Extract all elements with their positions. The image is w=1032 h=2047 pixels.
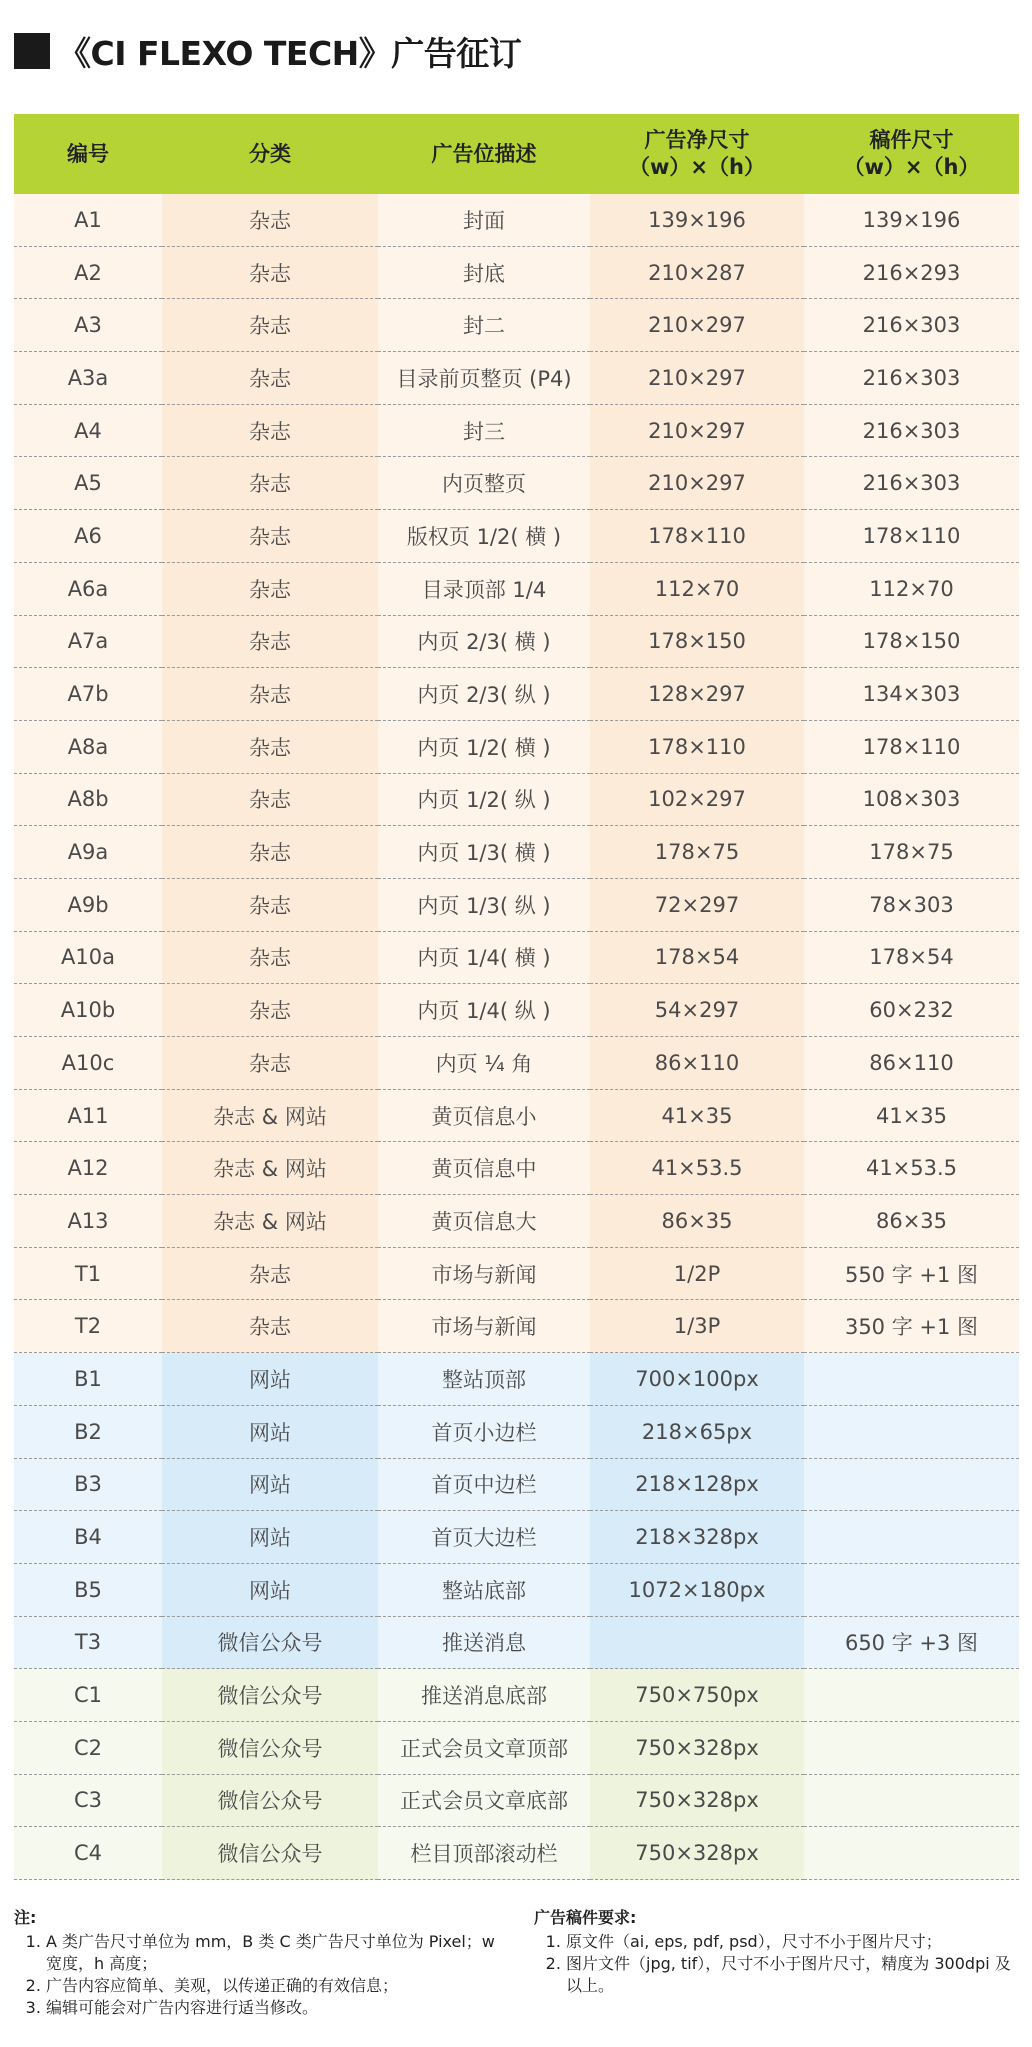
cell-file-size [804, 1458, 1019, 1511]
table-row [14, 457, 1019, 510]
cell-file-size: 41×35 [804, 1089, 1019, 1142]
cell-category: 杂志 [162, 299, 378, 352]
page-title [14, 28, 521, 74]
requirement-item: 2. 图片文件（jpg, tif），尺寸不小于图片尺寸，精度为 300dpi 及以上。 [566, 1953, 1024, 1997]
cell-description: 内页 1/3( 纵 ) [378, 878, 590, 931]
note-item: 1. A 类广告尺寸单位为 mm，B 类 C 类广告尺寸单位为 Pixel；w 宽度，h 高度； [46, 1931, 514, 1975]
cell-net-size: 210×297 [590, 457, 804, 510]
table-row [14, 1300, 1019, 1353]
cell-net-size: 178×110 [590, 510, 804, 563]
cell-category: 网站 [162, 1563, 378, 1616]
cell-file-size: 216×293 [804, 246, 1019, 299]
cell-category: 杂志 [162, 457, 378, 510]
column-header-file-size: 稿件尺寸 （w）×（h） [804, 114, 1019, 194]
cell-category: 杂志 [162, 668, 378, 721]
cell-net-size: 139×196 [590, 194, 804, 246]
cell-description: 封二 [378, 299, 590, 352]
cell-net-size: 1072×180px [590, 1563, 804, 1616]
cell-file-size: 41×53.5 [804, 1142, 1019, 1195]
cell-net-size: 178×54 [590, 931, 804, 984]
cell-category: 杂志 [162, 984, 378, 1037]
table-row [14, 773, 1019, 826]
cell-net-size: 1/2P [590, 1247, 804, 1300]
cell-category: 杂志 [162, 352, 378, 405]
table-row [14, 1142, 1019, 1195]
cell-net-size: 72×297 [590, 878, 804, 931]
cell-file-size [804, 1405, 1019, 1458]
cell-category: 杂志 [162, 773, 378, 826]
table-row [14, 352, 1019, 405]
cell-description: 栏目顶部滚动栏 [378, 1827, 590, 1880]
cell-file-size: 216×303 [804, 457, 1019, 510]
table-row [14, 878, 1019, 931]
cell-file-size: 178×150 [804, 615, 1019, 668]
cell-file-size: 108×303 [804, 773, 1019, 826]
cell-id: A6a [14, 562, 162, 615]
cell-category: 杂志 [162, 562, 378, 615]
cell-net-size: 41×35 [590, 1089, 804, 1142]
cell-description: 封面 [378, 194, 590, 246]
table-body [14, 194, 1019, 1880]
cell-id: C1 [14, 1669, 162, 1722]
cell-net-size: 86×110 [590, 1037, 804, 1090]
cell-description: 推送消息 [378, 1616, 590, 1669]
cell-net-size: 750×328px [590, 1827, 804, 1880]
cell-id: T2 [14, 1300, 162, 1353]
cell-category: 杂志 [162, 720, 378, 773]
cell-description: 市场与新闻 [378, 1247, 590, 1300]
cell-file-size [804, 1721, 1019, 1774]
cell-net-size: 700×100px [590, 1353, 804, 1406]
cell-id: A6 [14, 510, 162, 563]
table-row [14, 1353, 1019, 1406]
table-row [14, 1511, 1019, 1564]
table-row [14, 1827, 1019, 1880]
cell-id: B2 [14, 1405, 162, 1458]
cell-net-size: 210×287 [590, 246, 804, 299]
cell-category: 杂志 & 网站 [162, 1089, 378, 1142]
cell-file-size: 650 字 +3 图 [804, 1616, 1019, 1669]
cell-net-size: 112×70 [590, 562, 804, 615]
cell-id: A9b [14, 878, 162, 931]
cell-description: 内页 2/3( 横 ) [378, 615, 590, 668]
table-row [14, 1616, 1019, 1669]
table-row [14, 1195, 1019, 1248]
cell-net-size: 210×297 [590, 299, 804, 352]
cell-description: 内页 1/2( 纵 ) [378, 773, 590, 826]
cell-file-size: 134×303 [804, 668, 1019, 721]
cell-category: 杂志 [162, 510, 378, 563]
cell-id: A11 [14, 1089, 162, 1142]
cell-net-size: 750×750px [590, 1669, 804, 1722]
cell-net-size: 210×297 [590, 352, 804, 405]
table-row [14, 562, 1019, 615]
cell-description: 内页 ¼ 角 [378, 1037, 590, 1090]
cell-id: C3 [14, 1774, 162, 1827]
cell-file-size: 178×110 [804, 720, 1019, 773]
table-row [14, 1089, 1019, 1142]
cell-net-size: 178×110 [590, 720, 804, 773]
cell-description: 封三 [378, 404, 590, 457]
cell-file-size [804, 1563, 1019, 1616]
table-row [14, 615, 1019, 668]
cell-file-size: 178×110 [804, 510, 1019, 563]
cell-category: 杂志 [162, 931, 378, 984]
table-row [14, 1037, 1019, 1090]
cell-id: A12 [14, 1142, 162, 1195]
table-row [14, 931, 1019, 984]
cell-description: 内页 1/2( 横 ) [378, 720, 590, 773]
note-item: 2. 广告内容应简单、美观，以传递正确的有效信息； [46, 1975, 514, 1997]
cell-id: A3a [14, 352, 162, 405]
cell-net-size: 750×328px [590, 1774, 804, 1827]
table-row [14, 984, 1019, 1037]
cell-id: C4 [14, 1827, 162, 1880]
title-square-icon [14, 33, 50, 69]
cell-net-size: 86×35 [590, 1195, 804, 1248]
cell-net-size: 102×297 [590, 773, 804, 826]
cell-description: 目录前页整页 (P4) [378, 352, 590, 405]
cell-file-size [804, 1353, 1019, 1406]
cell-category: 杂志 [162, 246, 378, 299]
cell-id: A5 [14, 457, 162, 510]
cell-net-size: 218×328px [590, 1511, 804, 1564]
column-header-id: 编号 [14, 114, 162, 194]
cell-description: 版权页 1/2( 横 ) [378, 510, 590, 563]
table-row [14, 194, 1019, 246]
cell-id: A7a [14, 615, 162, 668]
file-requirements-list [534, 1931, 1024, 1997]
cell-id: T3 [14, 1616, 162, 1669]
cell-file-size [804, 1511, 1019, 1564]
cell-net-size: 218×65px [590, 1405, 804, 1458]
cell-id: A1 [14, 194, 162, 246]
cell-net-size: 178×150 [590, 615, 804, 668]
cell-description: 内页 1/3( 横 ) [378, 826, 590, 879]
cell-id: A2 [14, 246, 162, 299]
column-header-category: 分类 [162, 114, 378, 194]
cell-file-size: 178×75 [804, 826, 1019, 879]
cell-id: A10c [14, 1037, 162, 1090]
cell-description: 整站底部 [378, 1563, 590, 1616]
cell-id: A3 [14, 299, 162, 352]
cell-category: 网站 [162, 1353, 378, 1406]
cell-category: 杂志 [162, 1037, 378, 1090]
cell-category: 杂志 [162, 615, 378, 668]
table-row [14, 299, 1019, 352]
cell-file-size [804, 1669, 1019, 1722]
cell-file-size: 86×110 [804, 1037, 1019, 1090]
table-row [14, 404, 1019, 457]
cell-description: 黄页信息中 [378, 1142, 590, 1195]
cell-net-size: 178×75 [590, 826, 804, 879]
cell-file-size [804, 1827, 1019, 1880]
cell-net-size: 1/3P [590, 1300, 804, 1353]
cell-id: B4 [14, 1511, 162, 1564]
table-row [14, 668, 1019, 721]
cell-net-size: 218×128px [590, 1458, 804, 1511]
file-requirements-heading: 广告稿件要求: [534, 1908, 637, 1927]
cell-net-size: 750×328px [590, 1721, 804, 1774]
cell-category: 杂志 [162, 826, 378, 879]
cell-file-size: 139×196 [804, 194, 1019, 246]
cell-net-size: 210×297 [590, 404, 804, 457]
table-row [14, 1721, 1019, 1774]
table-header-row [14, 114, 1019, 194]
cell-description: 内页 2/3( 纵 ) [378, 668, 590, 721]
cell-description: 封底 [378, 246, 590, 299]
note-item: 3. 编辑可能会对广告内容进行适当修改。 [46, 1997, 514, 2019]
cell-category: 网站 [162, 1511, 378, 1564]
cell-category: 微信公众号 [162, 1669, 378, 1722]
cell-category: 杂志 [162, 878, 378, 931]
table-row [14, 1247, 1019, 1300]
cell-category: 杂志 [162, 1300, 378, 1353]
cell-id: B5 [14, 1563, 162, 1616]
cell-description: 正式会员文章底部 [378, 1774, 590, 1827]
cell-description: 推送消息底部 [378, 1669, 590, 1722]
cell-category: 微信公众号 [162, 1827, 378, 1880]
table-row [14, 1563, 1019, 1616]
cell-description: 整站顶部 [378, 1353, 590, 1406]
cell-id: A10b [14, 984, 162, 1037]
cell-category: 微信公众号 [162, 1774, 378, 1827]
cell-net-size: 54×297 [590, 984, 804, 1037]
cell-file-size: 216×303 [804, 352, 1019, 405]
cell-file-size: 112×70 [804, 562, 1019, 615]
notes-list [14, 1931, 514, 2019]
table-row [14, 1774, 1019, 1827]
table-row [14, 1669, 1019, 1722]
cell-description: 黄页信息小 [378, 1089, 590, 1142]
cell-net-size [590, 1616, 804, 1669]
cell-id: A4 [14, 404, 162, 457]
cell-id: A10a [14, 931, 162, 984]
column-header-description: 广告位描述 [378, 114, 590, 194]
cell-file-size: 216×303 [804, 404, 1019, 457]
cell-category: 微信公众号 [162, 1721, 378, 1774]
cell-id: T1 [14, 1247, 162, 1300]
ad-size-table [14, 114, 1019, 1880]
table-row [14, 720, 1019, 773]
cell-description: 市场与新闻 [378, 1300, 590, 1353]
table-row [14, 510, 1019, 563]
cell-category: 杂志 [162, 194, 378, 246]
cell-description: 首页中边栏 [378, 1458, 590, 1511]
cell-description: 内页整页 [378, 457, 590, 510]
cell-id: A8a [14, 720, 162, 773]
title-text: 《CI FLEXO TECH》广告征订 [58, 33, 522, 73]
cell-id: A13 [14, 1195, 162, 1248]
cell-category: 网站 [162, 1458, 378, 1511]
cell-description: 首页小边栏 [378, 1405, 590, 1458]
cell-file-size [804, 1774, 1019, 1827]
requirement-item: 1. 原文件（ai, eps, pdf, psd），尺寸不小于图片尺寸； [566, 1931, 1024, 1953]
cell-category: 网站 [162, 1405, 378, 1458]
cell-file-size: 78×303 [804, 878, 1019, 931]
cell-category: 杂志 [162, 404, 378, 457]
cell-file-size: 60×232 [804, 984, 1019, 1037]
table-row [14, 826, 1019, 879]
notes-section [14, 1907, 514, 2019]
cell-net-size: 128×297 [590, 668, 804, 721]
cell-category: 微信公众号 [162, 1616, 378, 1669]
cell-file-size: 86×35 [804, 1195, 1019, 1248]
cell-description: 内页 1/4( 横 ) [378, 931, 590, 984]
cell-file-size: 550 字 +1 图 [804, 1247, 1019, 1300]
cell-file-size: 350 字 +1 图 [804, 1300, 1019, 1353]
file-requirements-section [534, 1907, 1024, 1997]
cell-id: B1 [14, 1353, 162, 1406]
cell-id: B3 [14, 1458, 162, 1511]
column-header-net-size: 广告净尺寸 （w）×（h） [590, 114, 804, 194]
cell-category: 杂志 [162, 1247, 378, 1300]
cell-net-size: 41×53.5 [590, 1142, 804, 1195]
cell-description: 黄页信息大 [378, 1195, 590, 1248]
cell-description: 目录顶部 1/4 [378, 562, 590, 615]
table-row [14, 246, 1019, 299]
cell-description: 首页大边栏 [378, 1511, 590, 1564]
cell-description: 正式会员文章顶部 [378, 1721, 590, 1774]
cell-category: 杂志 & 网站 [162, 1142, 378, 1195]
cell-description: 内页 1/4( 纵 ) [378, 984, 590, 1037]
cell-id: A7b [14, 668, 162, 721]
notes-heading: 注: [14, 1908, 37, 1927]
cell-category: 杂志 & 网站 [162, 1195, 378, 1248]
cell-id: C2 [14, 1721, 162, 1774]
cell-file-size: 216×303 [804, 299, 1019, 352]
table-row [14, 1458, 1019, 1511]
cell-id: A9a [14, 826, 162, 879]
table-row [14, 1405, 1019, 1458]
cell-id: A8b [14, 773, 162, 826]
cell-file-size: 178×54 [804, 931, 1019, 984]
